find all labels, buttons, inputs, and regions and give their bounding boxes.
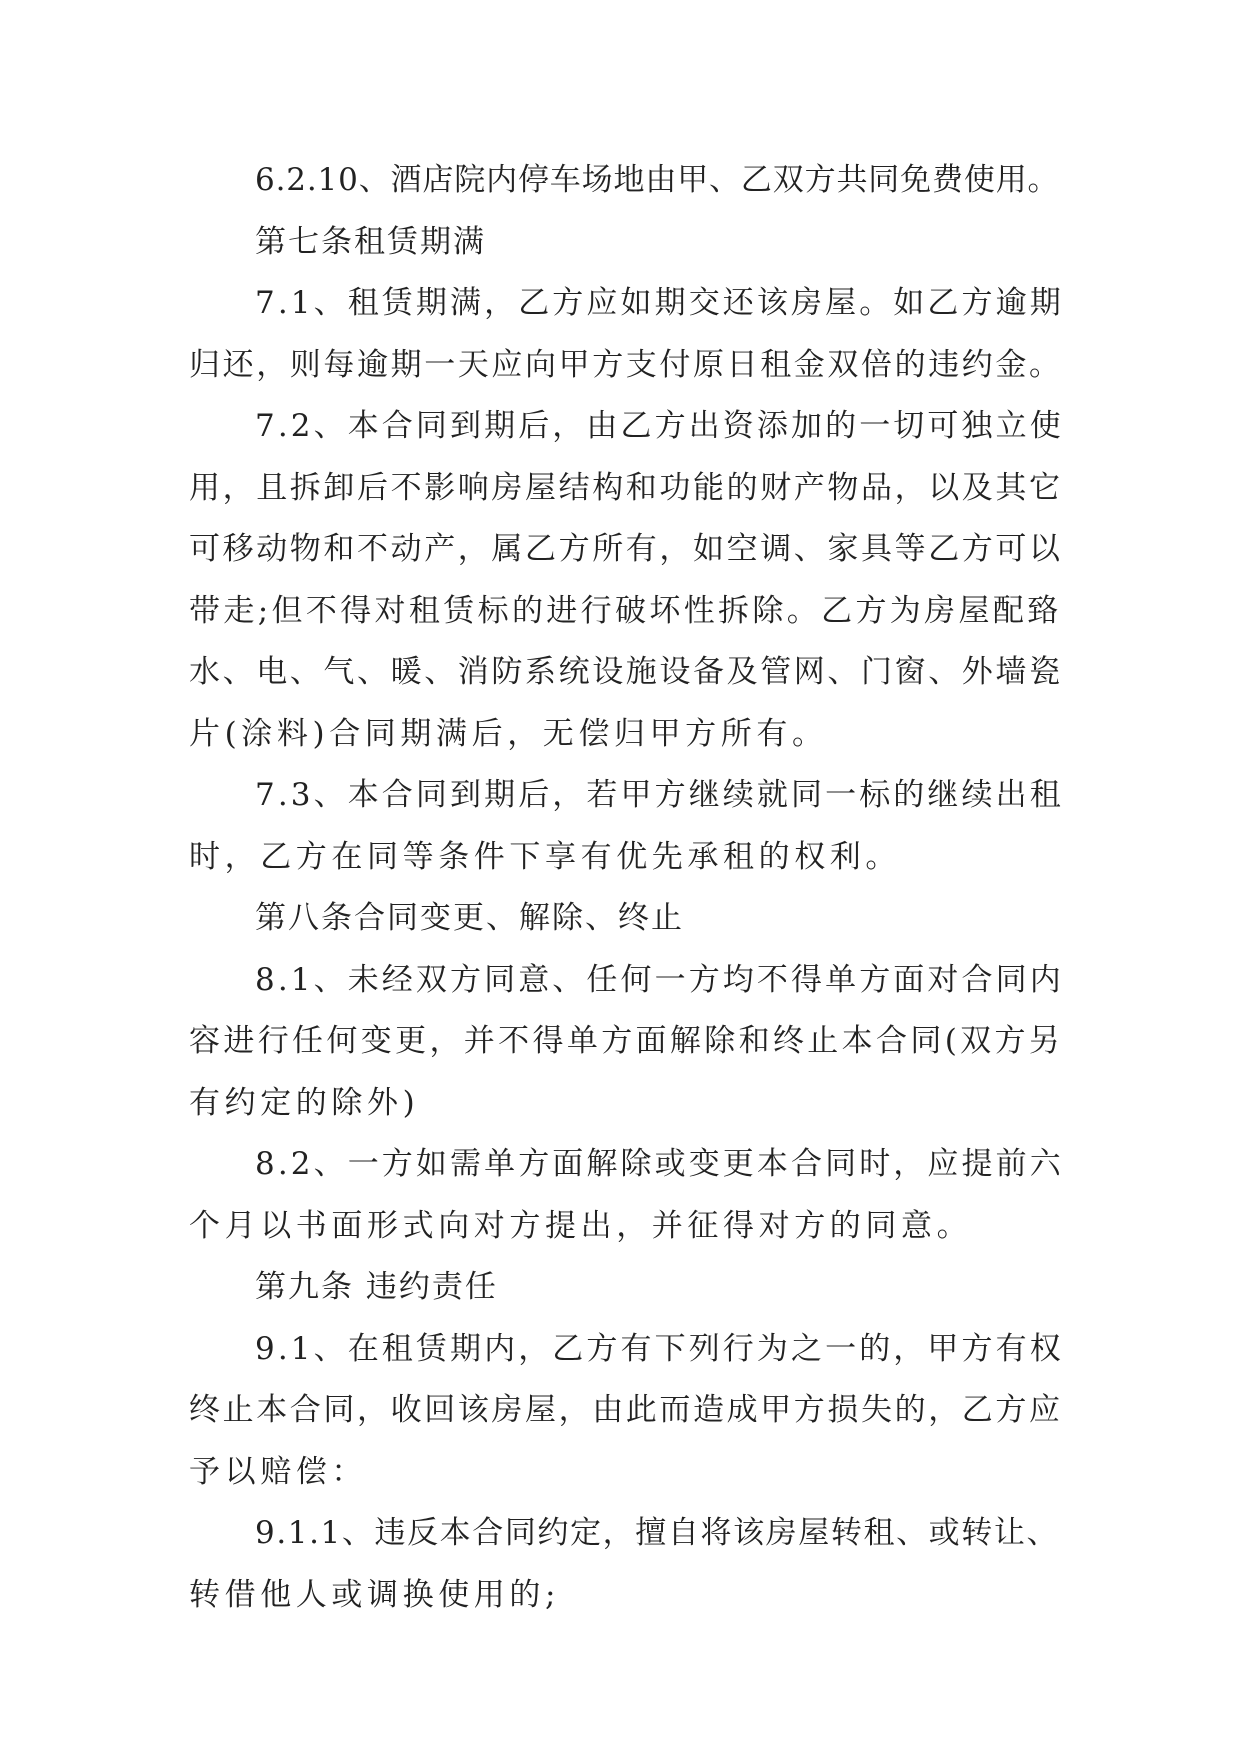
paragraph-line: 有约定的除外) [189, 1084, 420, 1121]
paragraph-line: 时，乙方在同等条件下享有优先承租的权利。 [189, 838, 901, 875]
paragraph-line: 8.2、一方如需单方面解除或变更本合同时，应提前六 [255, 1146, 1064, 1182]
paragraph-line: 带走;但不得对租赁标的进行破坏性拆除。乙方为房屋配臵 [189, 592, 1062, 629]
section-heading: 第七条租赁期满 [255, 223, 486, 260]
paragraph-line: 容进行任何变更，并不得单方面解除和终止本合同(双方另 [189, 1023, 1064, 1059]
paragraph-line: 予以赔偿： [189, 1453, 367, 1490]
paragraph-line: 水、电、气、暖、消防系统设施设备及管网、门窗、外墙瓷 [189, 654, 1063, 690]
paragraph-line: 8.1、未经双方同意、任何一方均不得单方面对合同内 [255, 961, 1064, 998]
paragraph-line: 9.1、在租赁期内，乙方有下列行为之一的，甲方有权 [255, 1330, 1064, 1367]
document-body [189, 150, 1064, 1626]
paragraph-line: 片(涂料)合同期满后，无偿归甲方所有。 [189, 715, 828, 752]
paragraph-line: 7.1、租赁期满，乙方应如期交还该房屋。如乙方逾期 [255, 285, 1064, 321]
paragraph-line: 转借他人或调换使用的; [189, 1576, 561, 1613]
paragraph-line: 可移动物和不动产，属乙方所有，如空调、家具等乙方可以 [189, 531, 1063, 567]
paragraph-line: 归还，则每逾期一天应向甲方支付原日租金双倍的违约金。 [189, 346, 1063, 383]
paragraph-line: 7.3、本合同到期后，若甲方继续就同一标的继续出租 [255, 777, 1064, 813]
paragraph-line: 终止本合同，收回该房屋，由此而造成甲方损失的，乙方应 [189, 1392, 1063, 1428]
section-heading: 第九条 违约责任 [255, 1269, 498, 1305]
paragraph-line: 个月以书面形式向对方提出，并征得对方的同意。 [189, 1207, 973, 1244]
paragraph-line: 9.1.1、违反本合同约定，擅自将该房屋转租、或转让、 [255, 1515, 1060, 1551]
paragraph-line: 7.2、本合同到期后，由乙方出资添加的一切可独立使 [255, 408, 1064, 444]
paragraph-line: 6.2.10、酒店院内停车场地由甲、乙双方共同免费使用。 [255, 162, 1060, 198]
paragraph-line: 用，且拆卸后不影响房屋结构和功能的财产物品，以及其它 [189, 469, 1063, 506]
section-heading: 第八条合同变更、解除、终止 [255, 900, 684, 936]
